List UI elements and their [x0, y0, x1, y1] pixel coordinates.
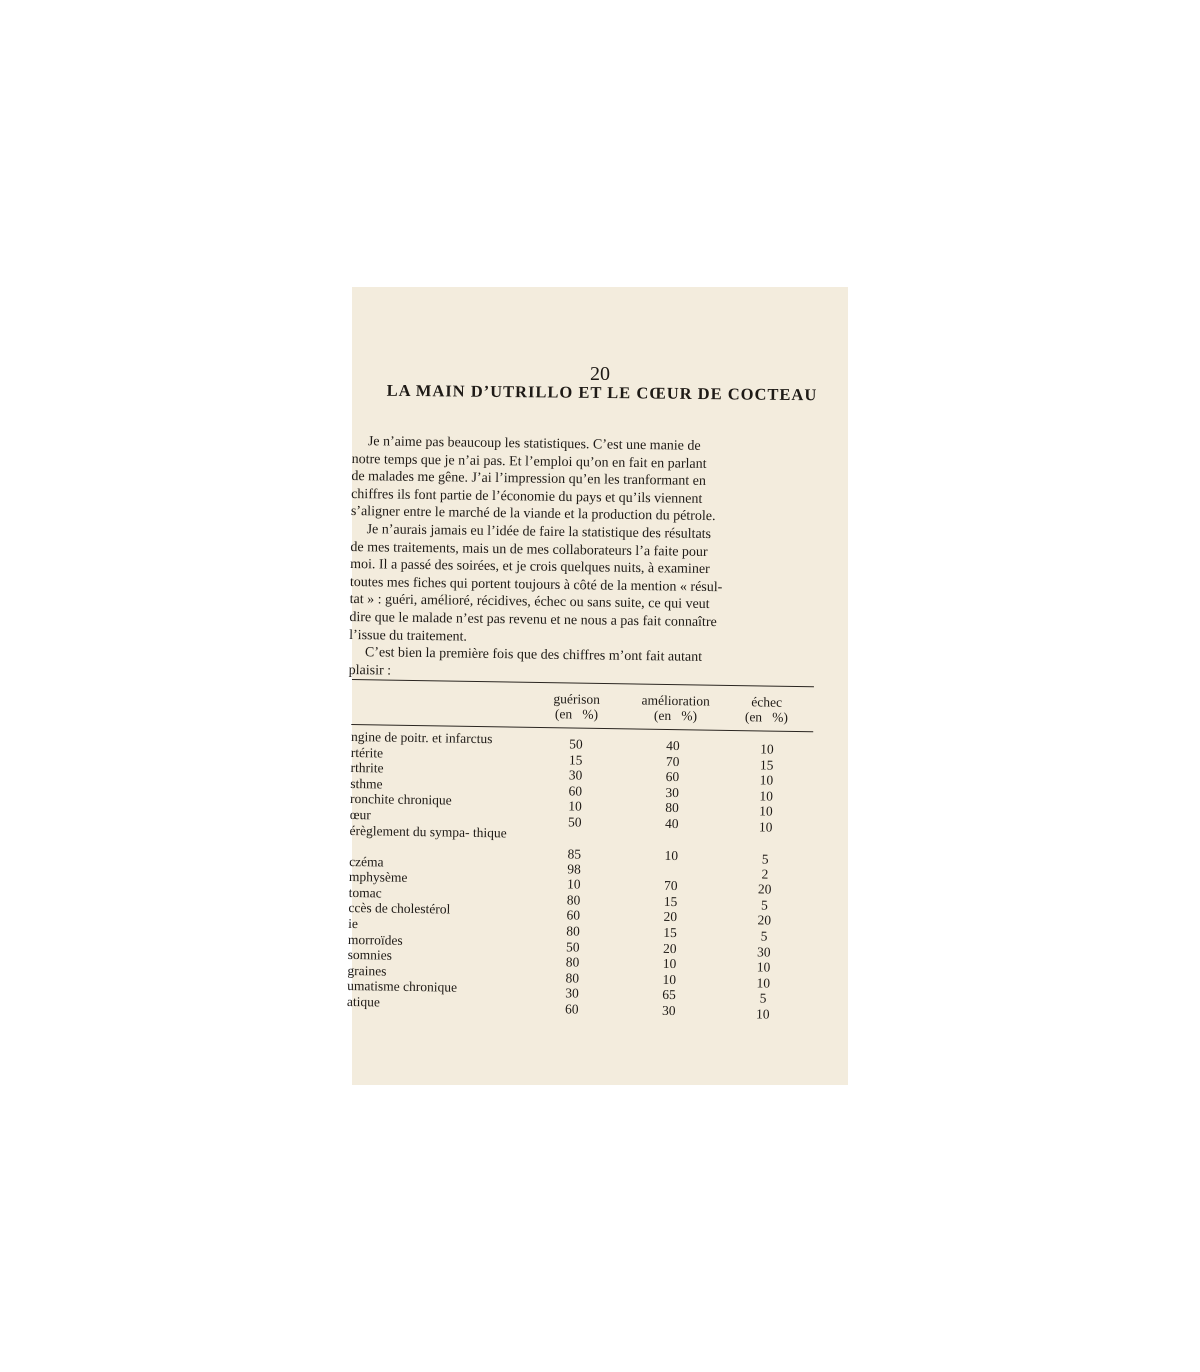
header-amelioration: [623, 692, 727, 724]
row-label: umatisme chronique: [347, 978, 458, 995]
cell-amelioration: 15: [663, 893, 678, 909]
cell-echec: 10: [755, 1006, 770, 1022]
cell-echec: 20: [757, 912, 772, 928]
cell-amelioration: 80: [665, 800, 679, 816]
cell-echec: 10: [759, 772, 774, 788]
table-header: [351, 688, 821, 729]
cell-echec: 5: [760, 928, 768, 944]
row-label: érèglement du sympa- thique: [349, 822, 507, 841]
header-label: guérison: [553, 691, 601, 707]
cell-echec: 10: [758, 819, 773, 835]
cell-amelioration: 30: [661, 1002, 676, 1019]
cell-guerison: 50: [569, 736, 583, 752]
cell-echec: 5: [761, 897, 768, 913]
cell-echec: 20: [757, 881, 772, 897]
text-line: moi. Il a passé des soirées, et je crois quelques nuits, à examiner: [350, 557, 710, 578]
header-guerison: [531, 691, 621, 722]
body-paragraphs: [349, 433, 824, 686]
cell-amelioration: 20: [662, 940, 677, 956]
row-label: ccès de cholestérol: [348, 900, 451, 917]
cell-amelioration: 10: [664, 847, 679, 863]
cell-guerison: 85: [567, 845, 582, 862]
cell-guerison: 80: [565, 954, 580, 970]
cell-echec: 10: [759, 788, 774, 804]
cell-amelioration: 40: [664, 815, 679, 832]
text-line: dire que le malade n’est pas revenu et ne nous a pas fait connaître: [349, 609, 717, 631]
cell-amelioration: 70: [663, 878, 678, 894]
results-table: [346, 679, 822, 1022]
cell-echec: 10: [759, 803, 773, 819]
cell-echec: 15: [759, 757, 774, 773]
row-label: morroïdes: [347, 931, 403, 948]
cell-echec: 5: [759, 990, 767, 1006]
cell-guerison: 15: [568, 752, 583, 768]
row-label: ronchite chronique: [349, 791, 452, 808]
chapter-title: LA MAIN D’UTRILLO ET LE CŒUR DE COCTEAU: [386, 380, 818, 405]
cell-echec: 10: [756, 959, 771, 975]
cell-guerison: 10: [568, 798, 582, 814]
cell-amelioration: 15: [663, 924, 677, 941]
cell-amelioration: 70: [665, 753, 680, 769]
row-label: atique: [346, 993, 381, 1010]
header-echec: [729, 694, 803, 725]
cell-echec: 2: [761, 866, 769, 882]
cell-amelioration: [651, 862, 691, 863]
page-number: 20: [590, 363, 610, 385]
header-label: échec: [751, 694, 783, 710]
cell-echec: 10: [756, 975, 771, 991]
cell-guerison: 50: [565, 938, 580, 955]
cell-amelioration: 10: [662, 956, 677, 972]
header-label: amélioration: [641, 692, 710, 709]
cell-guerison: 98: [567, 860, 581, 877]
cell-guerison: 50: [567, 814, 582, 830]
text-line: Je n’aurais jamais eu l’idée de faire la statistique des résultats: [366, 522, 712, 542]
header-unit: (en %): [554, 706, 599, 722]
row-label: tomac: [348, 884, 382, 901]
cell-amelioration: 10: [662, 971, 677, 987]
text-line: toutes mes fiches qui portent toujours à côté de la mention « résul-: [349, 574, 723, 595]
header-unit: (en %): [744, 709, 789, 725]
text-line: s’aligner entre le marché de la viande et la production du pétrole.: [350, 504, 716, 525]
text-line: de malades me gêne. J’ai l’impression qu’en les tranformant en: [351, 469, 707, 490]
row-label: rtérite: [350, 744, 384, 761]
cell-amelioration: 30: [665, 784, 680, 800]
header-unit: (en %): [653, 707, 698, 724]
cell-amelioration: 40: [666, 737, 680, 754]
cell-guerison: 80: [566, 892, 581, 908]
cell-guerison: 60: [564, 1001, 579, 1017]
row-label: ie: [348, 915, 359, 932]
cell-guerison: 80: [566, 923, 580, 939]
text-line: C’est bien la première fois que des chiffres m’ont fait autant: [364, 645, 703, 666]
cell-echec: 30: [756, 943, 771, 960]
cell-guerison: 30: [568, 767, 583, 783]
cell-guerison: 60: [566, 907, 581, 923]
text-line: notre temps que je n’ai pas. Et l’emploi qu’on en fait en parlant: [351, 451, 707, 472]
text-line: de mes traitements, mais un de mes collaborateurs l’a faite pour: [350, 539, 708, 560]
row-label: mphysème: [348, 869, 408, 886]
cell-guerison: 10: [566, 876, 581, 892]
cell-guerison: 80: [565, 970, 580, 986]
row-label: somnies: [347, 947, 393, 963]
cell-amelioration: 65: [662, 987, 676, 1003]
cell-guerison: 30: [565, 985, 579, 1001]
row-label: rthrite: [350, 760, 384, 776]
row-label: sthme: [350, 775, 383, 792]
table-body: [346, 728, 821, 1022]
row-label: graines: [347, 962, 387, 979]
cell-amelioration: 20: [663, 909, 678, 925]
row-label: czéma: [349, 853, 384, 870]
cell-echec: 10: [760, 741, 774, 757]
text-line: Je n’aime pas beaucoup les statistiques. C’est une manie de: [367, 434, 701, 454]
cell-guerison: 60: [568, 783, 583, 799]
book-page: [346, 287, 848, 1085]
text-line: l’issue du traitement.: [349, 627, 468, 645]
row-label: œur: [349, 806, 371, 823]
row-label: ngine de poitr. et infarctus: [350, 728, 493, 747]
text-line: chiffres ils font partie de l’économie du pays et qu’ils viennent: [351, 486, 703, 507]
cell-echec: 5: [761, 851, 769, 867]
cell-amelioration: 60: [665, 769, 680, 785]
text-line: tat » : guéri, amélioré, récidives, échec ou sans suite, ce qui veut: [349, 592, 710, 613]
text-line: plaisir :: [348, 662, 392, 679]
